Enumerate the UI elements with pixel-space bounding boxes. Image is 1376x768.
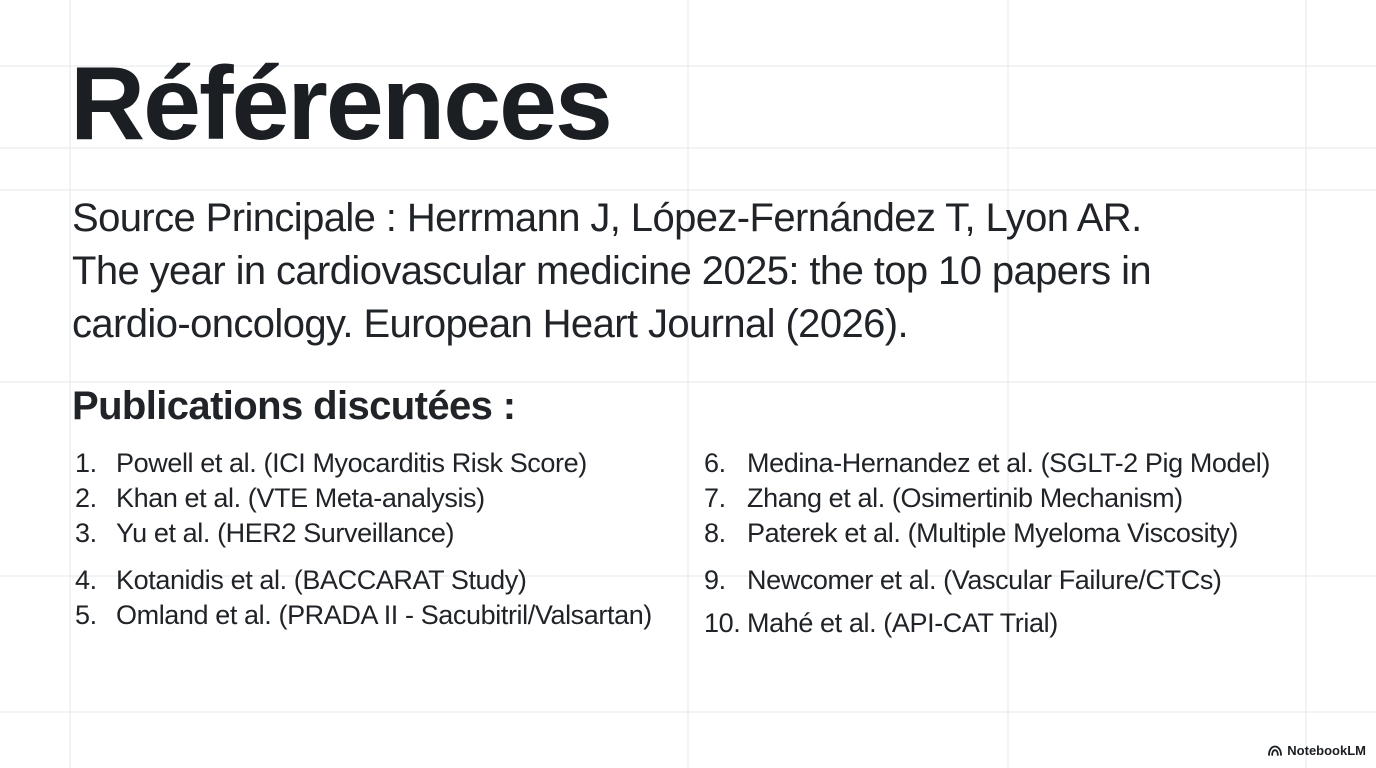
publication-text: Omland et al. (PRADA II - Sacubitril/Valsartan) [116,600,652,630]
publication-text: Mahé et al. (API-CAT Trial) [747,608,1058,638]
publication-number: 10. [704,608,741,638]
publication-item [75,481,652,516]
publication-item [75,446,652,481]
publication-item [704,446,1270,481]
publication-number: 4. [75,565,97,595]
publication-item [704,563,1270,598]
publication-text: Khan et al. (VTE Meta-analysis) [116,483,485,513]
publication-number: 9. [704,565,726,595]
main-source-citation [72,192,1312,351]
publication-item [704,606,1270,641]
publication-text: Kotanidis et al. (BACCARAT Study) [116,565,527,595]
notebooklm-logo-icon [1268,745,1282,756]
publication-number: 1. [75,448,97,478]
source-line: Source Principale : Herrmann J, López-Fernández T, Lyon AR. [72,196,1142,240]
publication-number: 7. [704,483,726,513]
publication-number: 5. [75,600,97,630]
publication-text: Newcomer et al. (Vascular Failure/CTCs) [747,565,1222,595]
source-line: cardio-oncology. European Heart Journal (2026). [72,302,908,346]
publication-text: Medina-Hernandez et al. (SGLT-2 Pig Model) [747,448,1270,478]
source-line: The year in cardiovascular medicine 2025: the top 10 papers in [72,249,1152,293]
publication-item [75,563,652,598]
publication-text: Yu et al. (HER2 Surveillance) [116,518,455,548]
slide-title: Références [70,46,611,162]
publication-text: Zhang et al. (Osimertinib Mechanism) [747,483,1183,513]
publication-item [75,516,652,551]
publication-number: 2. [75,483,97,513]
publication-item [75,598,652,633]
publications-list-left [75,446,652,633]
publication-number: 6. [704,448,726,478]
publications-list-right [704,446,1270,641]
publications-heading: Publications discutées : [72,384,516,428]
notebooklm-watermark [1268,743,1366,758]
brand-name: NotebookLM [1287,743,1366,758]
publication-item [704,516,1270,551]
publication-text: Powell et al. (ICI Myocarditis Risk Score) [116,448,587,478]
publication-item [704,481,1270,516]
publication-text: Paterek et al. (Multiple Myeloma Viscosity) [747,518,1238,548]
publication-number: 3. [75,518,97,548]
publication-number: 8. [704,518,726,548]
